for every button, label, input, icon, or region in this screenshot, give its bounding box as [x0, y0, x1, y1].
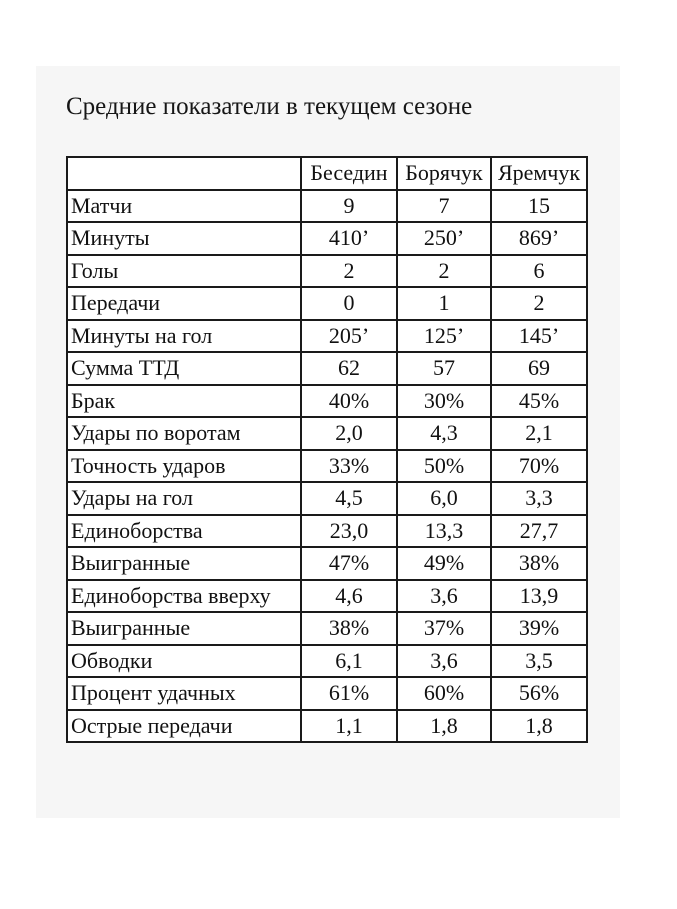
value-cell: 250’ — [397, 222, 491, 255]
header-cell-player: Яремчук — [491, 157, 587, 190]
table-row — [67, 677, 587, 710]
value-cell: 39% — [491, 612, 587, 645]
value-cell: 70% — [491, 450, 587, 483]
value-cell: 2,0 — [301, 417, 397, 450]
value-cell: 37% — [397, 612, 491, 645]
table-row — [67, 190, 587, 223]
row-label: Сумма ТТД — [67, 352, 301, 385]
row-label: Выигранные — [67, 612, 301, 645]
value-cell: 125’ — [397, 320, 491, 353]
header-cell-empty — [67, 157, 301, 190]
value-cell: 45% — [491, 385, 587, 418]
value-cell: 2 — [301, 255, 397, 288]
row-label: Обводки — [67, 645, 301, 678]
header-cell-player: Борячук — [397, 157, 491, 190]
value-cell: 4,5 — [301, 482, 397, 515]
value-cell: 62 — [301, 352, 397, 385]
value-cell: 6,0 — [397, 482, 491, 515]
value-cell: 2 — [491, 287, 587, 320]
value-cell: 69 — [491, 352, 587, 385]
value-cell: 0 — [301, 287, 397, 320]
table-row — [67, 515, 587, 548]
table-row — [67, 580, 587, 613]
row-label: Единоборства — [67, 515, 301, 548]
value-cell: 3,6 — [397, 580, 491, 613]
value-cell: 40% — [301, 385, 397, 418]
value-cell: 13,3 — [397, 515, 491, 548]
value-cell: 50% — [397, 450, 491, 483]
table-row — [67, 385, 587, 418]
value-cell: 15 — [491, 190, 587, 223]
table-header-row — [67, 157, 587, 190]
value-cell: 6,1 — [301, 645, 397, 678]
value-cell: 205’ — [301, 320, 397, 353]
row-label: Выигранные — [67, 547, 301, 580]
row-label: Минуты — [67, 222, 301, 255]
value-cell: 1 — [397, 287, 491, 320]
value-cell: 33% — [301, 450, 397, 483]
value-cell: 4,3 — [397, 417, 491, 450]
value-cell: 30% — [397, 385, 491, 418]
value-cell: 27,7 — [491, 515, 587, 548]
value-cell: 7 — [397, 190, 491, 223]
value-cell: 47% — [301, 547, 397, 580]
table-row — [67, 352, 587, 385]
value-cell: 60% — [397, 677, 491, 710]
value-cell: 410’ — [301, 222, 397, 255]
value-cell: 1,1 — [301, 710, 397, 743]
row-label: Удары на гол — [67, 482, 301, 515]
header-cell-player: Беседин — [301, 157, 397, 190]
value-cell: 38% — [491, 547, 587, 580]
value-cell: 145’ — [491, 320, 587, 353]
table-row — [67, 645, 587, 678]
stats-table — [66, 156, 588, 743]
page-title: Средние показатели в текущем сезоне — [66, 93, 473, 120]
row-label: Единоборства вверху — [67, 580, 301, 613]
row-label: Матчи — [67, 190, 301, 223]
value-cell: 9 — [301, 190, 397, 223]
value-cell: 13,9 — [491, 580, 587, 613]
table-row — [67, 710, 587, 743]
row-label: Брак — [67, 385, 301, 418]
table-row — [67, 612, 587, 645]
table-row — [67, 222, 587, 255]
table-body — [67, 190, 587, 743]
row-label: Процент удачных — [67, 677, 301, 710]
table-row — [67, 255, 587, 288]
value-cell: 869’ — [491, 222, 587, 255]
table-row — [67, 320, 587, 353]
table-row — [67, 417, 587, 450]
value-cell: 1,8 — [491, 710, 587, 743]
value-cell: 57 — [397, 352, 491, 385]
value-cell: 3,5 — [491, 645, 587, 678]
value-cell: 2,1 — [491, 417, 587, 450]
value-cell: 38% — [301, 612, 397, 645]
value-cell: 2 — [397, 255, 491, 288]
row-label: Удары по воротам — [67, 417, 301, 450]
table-row — [67, 287, 587, 320]
table-row — [67, 450, 587, 483]
value-cell: 3,3 — [491, 482, 587, 515]
value-cell: 56% — [491, 677, 587, 710]
table-row — [67, 482, 587, 515]
value-cell: 6 — [491, 255, 587, 288]
row-label: Голы — [67, 255, 301, 288]
row-label: Точность ударов — [67, 450, 301, 483]
row-label: Острые передачи — [67, 710, 301, 743]
row-label: Передачи — [67, 287, 301, 320]
value-cell: 4,6 — [301, 580, 397, 613]
table-row — [67, 547, 587, 580]
value-cell: 61% — [301, 677, 397, 710]
value-cell: 3,6 — [397, 645, 491, 678]
row-label: Минуты на гол — [67, 320, 301, 353]
value-cell: 23,0 — [301, 515, 397, 548]
value-cell: 49% — [397, 547, 491, 580]
value-cell: 1,8 — [397, 710, 491, 743]
